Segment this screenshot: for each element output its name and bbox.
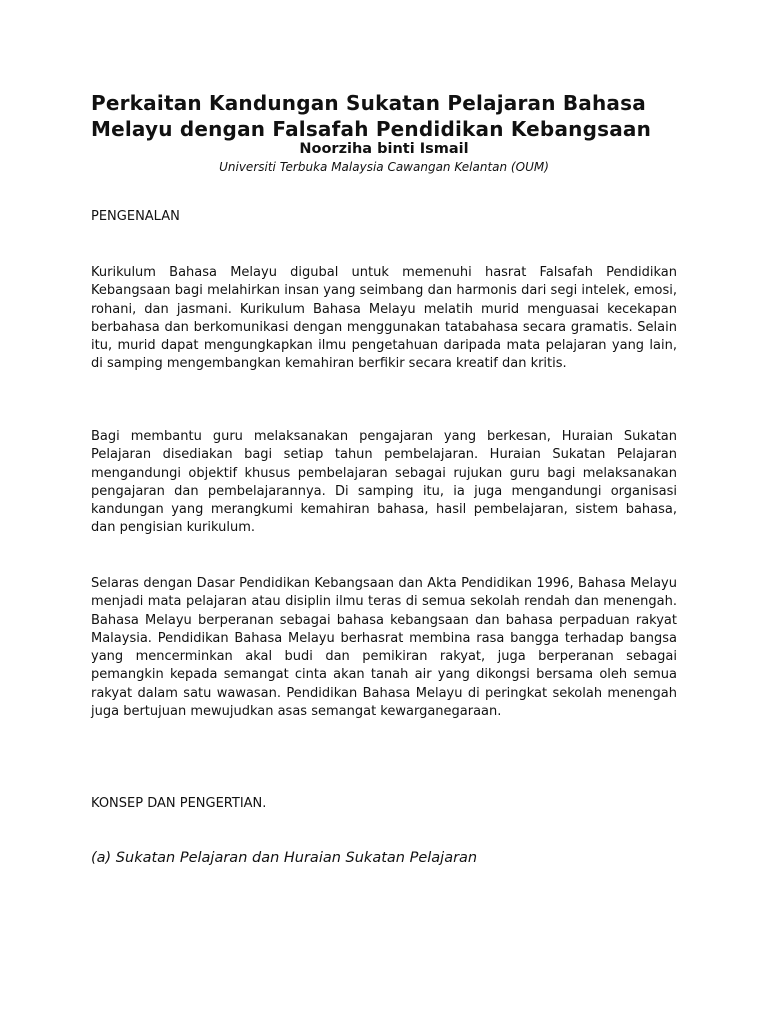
author-name: Noorziha binti Ismail — [299, 141, 469, 157]
section-heading-pengenalan: PENGENALAN — [91, 209, 180, 224]
document-title — [91, 90, 691, 142]
paragraph-1: Kurikulum Bahasa Melayu digubal untuk memenuhi hasrat Falsafah Pendidikan Kebangsaan bagi melahirkan insan yang seimbang dan harmonis dari segi intelek, emosi, rohani, dan jasmani. Kurikulum Bahasa Melayu melatih murid menguasai kecekapan berbahasa dan berkomunikasi dengan menggunakan tatabahasa secara gramatis. Selain itu, murid dapat mengungkapkan ilmu pengetahuan daripada mata pelajaran yang lain, di samping mengembangkan kemahiran berfikir secara kreatif dan kritis. — [91, 265, 677, 372]
paragraph-2: Bagi membantu guru melaksanakan pengajaran yang berkesan, Huraian Sukatan Pelajaran disediakan bagi setiap tahun pembelajaran. Huraian Sukatan Pelajaran mengandungi objektif khusus pembelajaran sebagai rujukan guru bagi melaksanakan pengajaran dan pembelajarannya. Di samping itu, ia juga mengandungi organisasi kandungan yang merangkumi kemahiran bahasa, hasil pembelajaran, sistem bahasa, dan pengisian kurikulum. — [91, 429, 677, 536]
section-heading-konsep: KONSEP DAN PENGERTIAN. — [91, 796, 267, 811]
title-line-1: Perkaitan Kandungan Sukatan Pelajaran Bahasa — [91, 91, 646, 115]
paragraph-3: Selaras dengan Dasar Pendidikan Kebangsaan dan Akta Pendidikan 1996, Bahasa Melayu menjadi mata pelajaran atau disiplin ilmu teras di semua sekolah rendah dan menengah. Bahasa Melayu berperanan sebagai bahasa kebangsaan dan bahasa perpaduan rakyat Malaysia. Pendidikan Bahasa Melayu berhasrat membina rasa bangga terhadap bangsa yang mencerminkan akal budi dan pemikiran rakyat, juga berperanan sebagai pemangkin kepada semangat cinta akan tanah air yang dikongsi bersama oleh semua rakyat dalam satu wawasan. Pendidikan Bahasa Melayu di peringkat sekolah menengah juga bertujuan mewujudkan asas semangat kewarganegaraan. — [91, 576, 677, 720]
title-line-2: Melayu dengan Falsafah Pendidikan Kebangsaan — [91, 117, 652, 141]
author-affiliation: Universiti Terbuka Malaysia Cawangan Kelantan (OUM) — [219, 160, 549, 174]
subsection-heading: (a) Sukatan Pelajaran dan Huraian Sukatan Pelajaran — [91, 850, 478, 866]
